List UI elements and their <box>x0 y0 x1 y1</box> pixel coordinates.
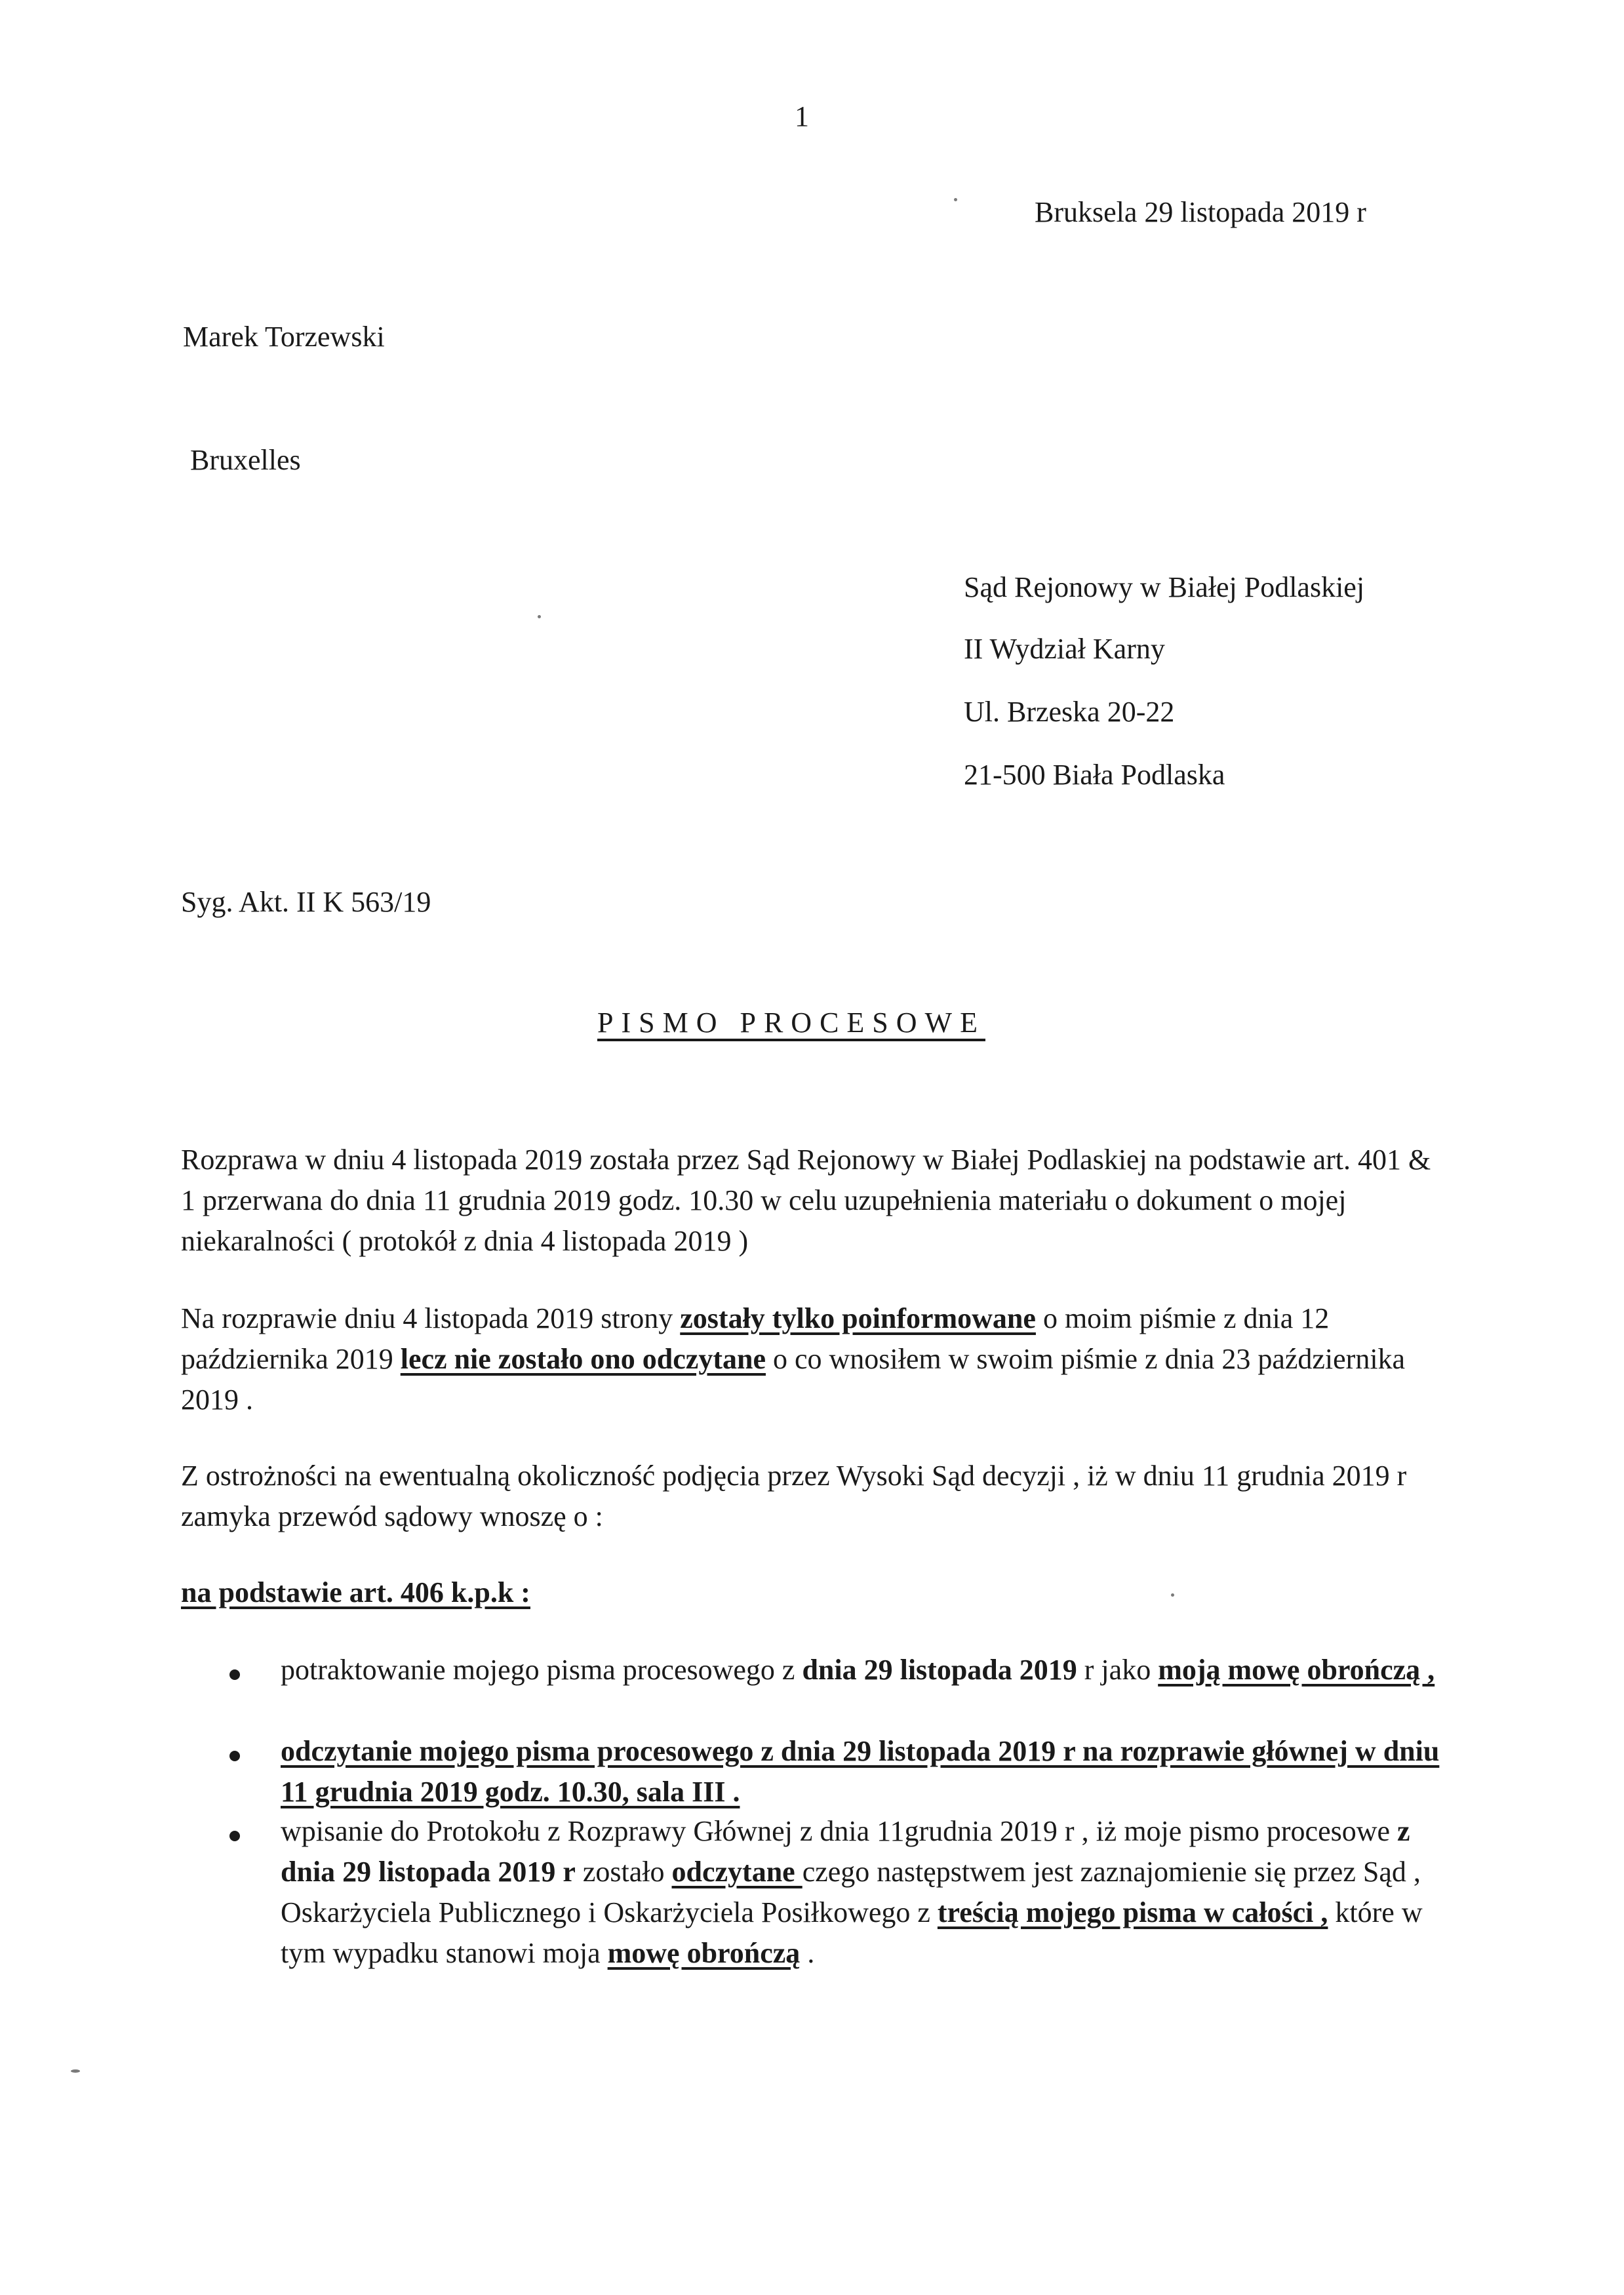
bullet-3-emphasis-b: treścią mojego pisma w całości , <box>937 1896 1328 1928</box>
bullet-3-emphasis-c: mowę obrończą <box>607 1937 801 1969</box>
sender-city: Bruxelles <box>190 444 301 476</box>
legal-basis: na podstawie art. 406 k.p.k : <box>181 1576 530 1608</box>
bullet-3-text-d: które w tym wypadku stanowi moja <box>281 1896 1423 1969</box>
bullet-item-3 <box>281 1811 1448 1974</box>
bullet-3-text-b: zostało <box>575 1856 672 1888</box>
recipient-line-1: Sąd Rejonowy w Białej Podlaskiej <box>964 571 1365 603</box>
bullet-3-text-c: czego następstwem jest zaznajomienie się przez Sąd , Oskarżyciela Publicznego i Oskarżyciela Posiłkowego z <box>281 1856 1421 1928</box>
bullet-3-emphasis-a: odczytane <box>671 1856 802 1888</box>
recipient-line-4: 21-500 Biała Podlaska <box>964 759 1225 791</box>
paragraph-2-emphasis-a: zostały tylko poinformowane <box>680 1302 1036 1334</box>
bullet-item-2: odczytanie mojego pisma procesowego z dnia 29 listopada 2019 r na rozprawie głównej w dniu 11 grudnia 2019 godz. 10.30, sala III . <box>281 1735 1440 1808</box>
scan-speck <box>71 2069 80 2073</box>
bullet-1-bold-date: dnia 29 listopada 2019 <box>802 1654 1077 1686</box>
page-number: 1 <box>795 100 809 132</box>
bullet-3-bold-date: z dnia 29 listopada 2019 r <box>281 1815 1410 1888</box>
bullet-3-text-a: wpisanie do Protokołu z Rozprawy Głównej z dnia 11grudnia 2019 r , iż moje pismo procesowe <box>281 1815 1398 1847</box>
document-title: PISMO PROCESOWE <box>597 1007 985 1039</box>
paragraph-3: Z ostrożności na ewentualną okoliczność podjęcia przez Wysoki Sąd decyzji , iż w dniu 11 grudnia 2019 r zamyka przewód sądowy wnoszę o : <box>181 1460 1407 1532</box>
paragraph-2-text-a: Na rozprawie dniu 4 listopada 2019 strony <box>181 1302 681 1334</box>
recipient-line-3: Ul. Brzeska 20-22 <box>964 696 1175 728</box>
scan-speck <box>1171 1593 1174 1597</box>
paragraph-2-text-b: o moim piśmie z dnia 12 października 2019 <box>181 1302 1330 1375</box>
bullet-item-1 <box>281 1650 1448 1690</box>
bullet-dot-2 <box>229 1751 240 1761</box>
paragraph-2-emphasis-b: lecz nie zostało ono odczytane <box>400 1343 766 1375</box>
paragraph-2-text-c: o co wnosiłem w swoim piśmie z dnia 23 października 2019 . <box>181 1343 1406 1416</box>
bullet-1-text-a: potraktowanie mojego pisma procesowego z <box>281 1654 802 1686</box>
bullet-1-emphasis: moją mowę obrończą , <box>1158 1654 1435 1686</box>
scan-speck <box>954 198 957 201</box>
bullet-3-text-e: . <box>800 1937 815 1969</box>
paragraph-2 <box>181 1298 1446 1420</box>
bullet-1-text-b: r jako <box>1077 1654 1159 1686</box>
bullet-dot-3 <box>229 1831 240 1841</box>
case-reference: Syg. Akt. II K 563/19 <box>181 886 431 918</box>
sender-name: Marek Torzewski <box>183 321 385 353</box>
paragraph-1: Rozprawa w dniu 4 listopada 2019 została przez Sąd Rejonowy w Białej Podlaskiej na podstawie art. 401 & 1 przerwana do dnia 11 grudnia 2019 godz. 10.30 w celu uzupełnienia materiału o dokument o mojej niekaralności ( protokół z dnia 4 listopada 2019 ) <box>181 1144 1431 1257</box>
recipient-line-2: II Wydział Karny <box>964 633 1165 665</box>
date-line: Bruksela 29 listopada 2019 r <box>1035 196 1366 228</box>
bullet-dot-1 <box>229 1669 240 1680</box>
scan-speck <box>538 615 541 618</box>
